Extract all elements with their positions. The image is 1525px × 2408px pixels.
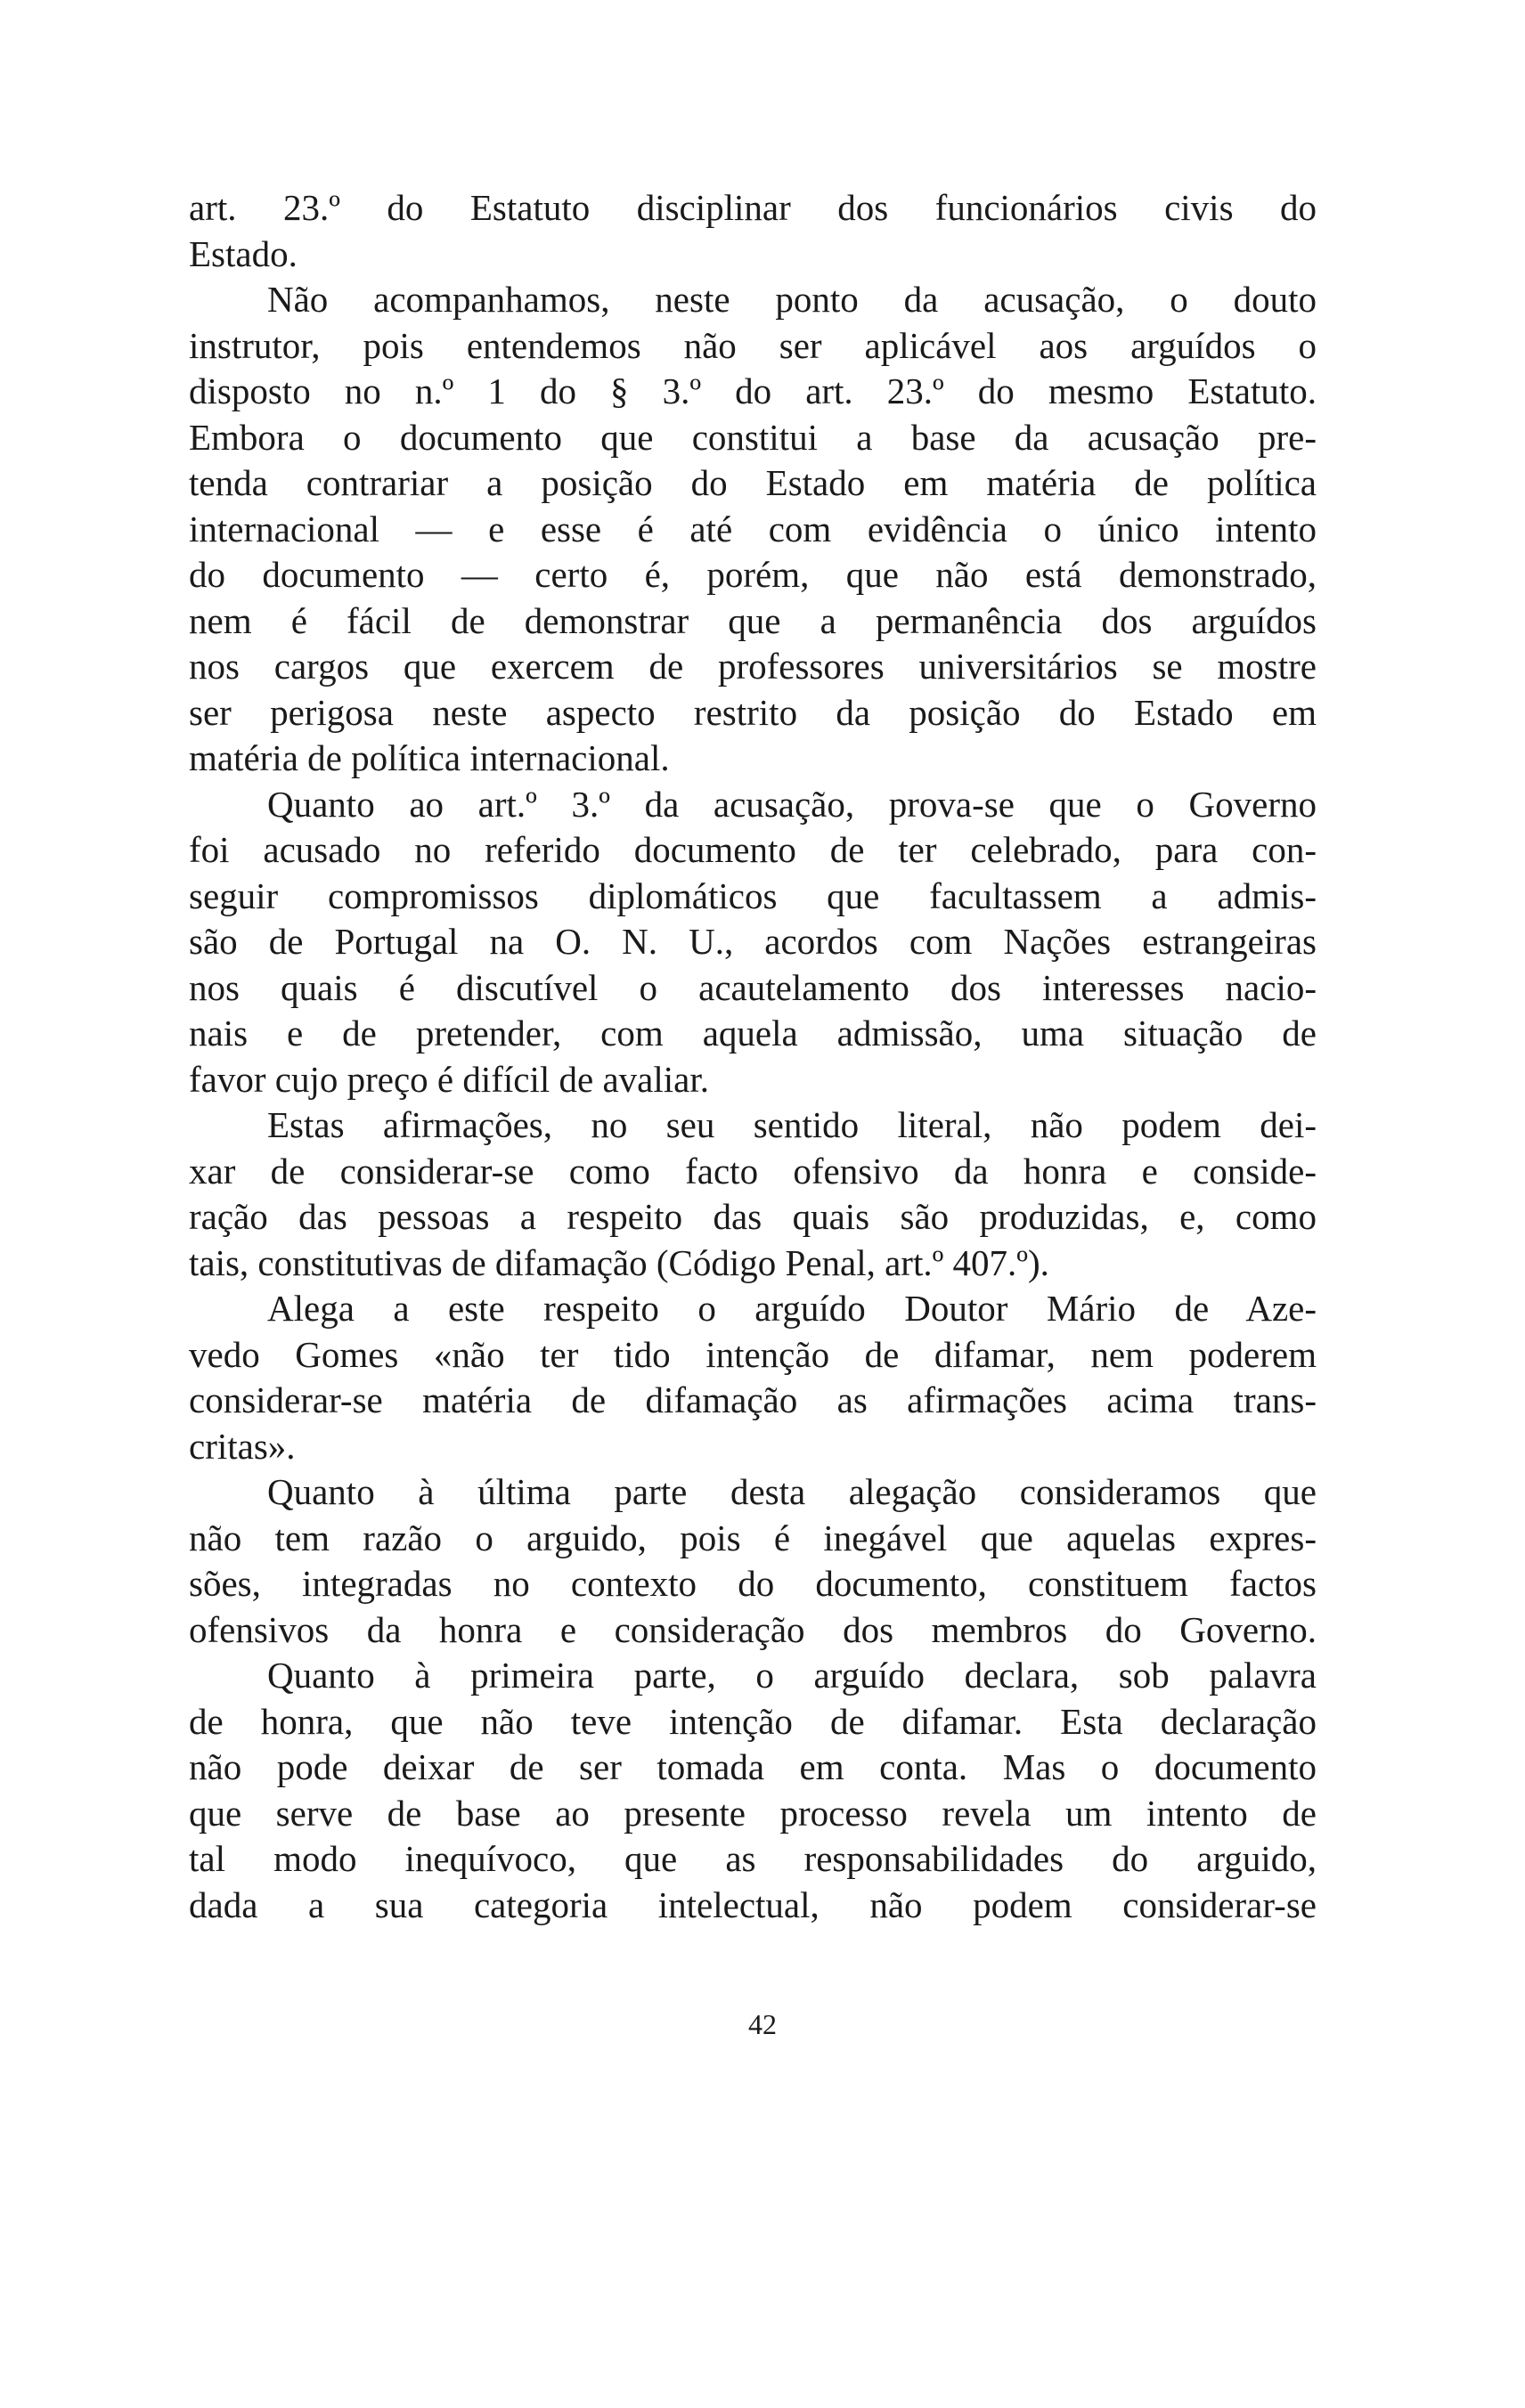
text-line: nais e de pretender, com aquela admissão, uma situação de [189,1013,1317,1054]
text-line: Alega a este respeito o arguído Doutor Mário de Aze- [267,1288,1317,1329]
text-line: critas». [189,1425,296,1467]
text-line: internacional — e esse é até com evidência o único intento [189,508,1317,549]
text-line: vedo Gomes «não ter tido intenção de difamar, nem poderem [189,1333,1317,1375]
text-line: nem é fácil de demonstrar que a permanência dos arguídos [189,599,1317,641]
text-line: tais, constitutivas de difamação (Código Penal, art.º 407.º). [189,1241,1049,1283]
text-line: de honra, que não teve intenção de difamar. Esta declaração [189,1700,1317,1742]
text-line: tenda contrariar a posição do Estado em matéria de política [189,462,1317,503]
text-line: ofensivos da honra e consideração dos membros do Governo. [189,1608,1317,1650]
text-line: tal modo inequívoco, que as responsabilidades do arguido, [189,1838,1317,1879]
text-line: não pode deixar de ser tomada em conta. Mas o documento [189,1746,1317,1787]
text-line: foi acusado no referido documento de ter celebrado, para con- [189,829,1317,870]
text-line: nos quais é discutível o acautelamento dos interesses nacio- [189,966,1317,1008]
text-line: disposto no n.º 1 do § 3.º do art. 23.º do mesmo Estatuto. [189,370,1317,411]
text-line: Estas afirmações, no seu sentido literal, não podem dei- [267,1104,1317,1145]
text-line: Embora o documento que constitui a base da acusação pre- [189,416,1317,458]
text-line: nos cargos que exercem de professores universitários se mostre [189,646,1317,687]
text-line: Não acompanhamos, neste ponto da acusação, o douto [267,279,1317,320]
text-line: que serve de base ao presente processo revela um intento de [189,1792,1317,1834]
text-line: Quanto à primeira parte, o arguído declara, sob palavra [267,1655,1317,1696]
text-line: considerar-se matéria de difamação as afirmações acima trans- [189,1379,1317,1420]
text-line: do documento — certo é, porém, que não está demonstrado, [189,554,1317,595]
text-line: Estado. [189,232,298,274]
text-line: seguir compromissos diplomáticos que facultassem a admis- [189,875,1317,916]
text-line: ração das pessoas a respeito das quais são produzidas, e, como [189,1196,1317,1237]
text-line: não tem razão o arguido, pois é inegável que aquelas expres- [189,1517,1317,1558]
text-line: sões, integradas no contexto do documento, constituem factos [189,1563,1317,1604]
text-line: favor cujo preço é difícil de avaliar. [189,1058,709,1100]
text-line: dada a sua categoria intelectual, não podem considerar-se [189,1883,1317,1925]
text-line: são de Portugal na O. N. U., acordos com Nações estrangeiras [189,921,1317,962]
text-line: Quanto à última parte desta alegação consideramos que [267,1471,1317,1512]
text-line: instrutor, pois entendemos não ser aplicável aos arguídos o [189,324,1317,366]
text-line: art. 23.º do Estatuto disciplinar dos funcionários civis do [189,187,1317,228]
body-text [189,185,1317,1928]
text-line: xar de considerar-se como facto ofensivo da honra e conside- [189,1150,1317,1192]
text-line: ser perigosa neste aspecto restrito da posição do Estado em [189,691,1317,733]
page-number: 42 [748,2008,777,2040]
text-line: Quanto ao art.º 3.º da acusação, prova-se que o Governo [267,783,1317,825]
text-line: matéria de política internacional. [189,737,670,778]
